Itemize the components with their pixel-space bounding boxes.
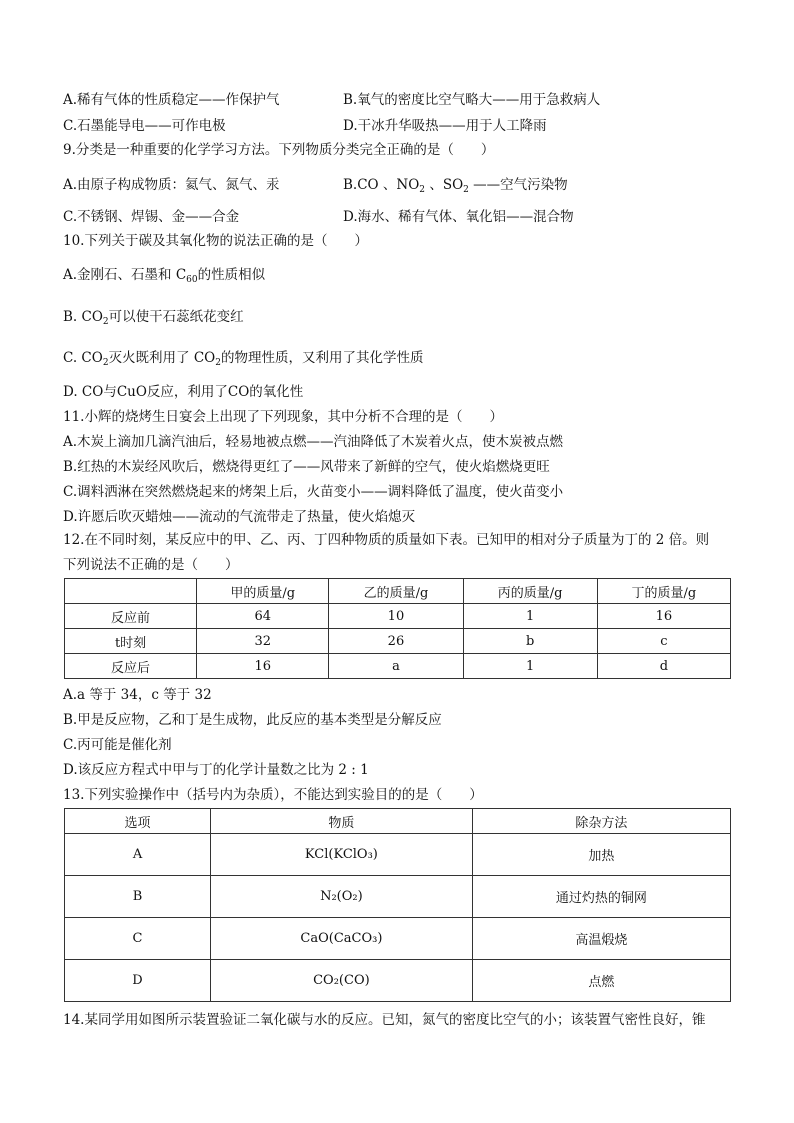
q12-mass-table xyxy=(64,578,731,679)
table-cell: N₂(O₂) xyxy=(211,876,473,918)
table-cell: 16 xyxy=(597,604,730,629)
q9-option-d: D.海水、稀有气体、氧化铝——混合物 xyxy=(343,209,574,225)
table-header-cell: 丙的质量/g xyxy=(463,579,597,604)
q12-option-a: A.a 等于 34，c 等于 32 xyxy=(63,687,212,703)
q11-option-a: A.木炭上滴加几滴汽油后，轻易地被点燃——汽油降低了木炭着火点，使木炭被点燃 xyxy=(63,434,564,450)
table-cell: C xyxy=(65,918,211,960)
table-cell: 26 xyxy=(329,629,463,654)
table-cell: c xyxy=(597,629,730,654)
table-cell: B xyxy=(65,876,211,918)
table-cell: 通过灼热的铜网 xyxy=(472,876,730,918)
q8-option-a: A.稀有气体的性质稳定——作保护气 xyxy=(63,92,280,108)
q12-stem-line2: 下列说法不正确的是（ ） xyxy=(63,557,239,573)
q14-stem: 14.某同学用如图所示装置验证二氧化碳与水的反应。已知，氮气的密度比空气的小；该装置气密性良好，锥 xyxy=(63,1012,706,1028)
table-row xyxy=(65,960,731,1002)
table-header-cell: 选项 xyxy=(65,809,211,834)
table-cell: 加热 xyxy=(472,834,730,876)
table-cell: D xyxy=(65,960,211,1002)
table-header-cell: 甲的质量/g xyxy=(197,579,329,604)
table-cell: 点燃 xyxy=(472,960,730,1002)
table-header-row xyxy=(65,809,731,834)
table-cell: 反应后 xyxy=(65,654,197,679)
table-cell: 10 xyxy=(329,604,463,629)
table-row xyxy=(65,918,731,960)
table-cell: 高温煅烧 xyxy=(472,918,730,960)
table-cell: 1 xyxy=(463,654,597,679)
q9-option-a: A.由原子构成物质：氦气、氮气、汞 xyxy=(63,177,280,193)
table-header-cell: 除杂方法 xyxy=(472,809,730,834)
q9-option-c: C.不锈钢、焊锡、金——合金 xyxy=(63,209,240,225)
table-row xyxy=(65,876,731,918)
table-cell: b xyxy=(463,629,597,654)
q11-option-d: D.许愿后吹灭蜡烛——流动的气流带走了热量，使火焰熄灭 xyxy=(63,509,416,525)
q9-option-b: B.CO 、$NO_2$ 、$SO_2$ ——空气污染物 xyxy=(343,177,568,195)
q12-stem-line1: 12.在不同时刻，某反应中的甲、乙、丙、丁四种物质的质量如下表。已知甲的相对分子质量为丁的 2 倍。则 xyxy=(63,532,710,548)
table-cell: 16 xyxy=(197,654,329,679)
table-row xyxy=(65,604,731,629)
q8-option-d: D.干冰升华吸热——用于人工降雨 xyxy=(343,118,547,134)
q12-option-d: D.该反应方程式中甲与丁的化学计量数之比为 2 : 1 xyxy=(63,762,369,778)
table-cell: KCl(KClO₃) xyxy=(211,834,473,876)
table-cell: a xyxy=(329,654,463,679)
q10-option-b: B. $CO_2$可以使干石蕊纸花变红 xyxy=(63,309,244,327)
table-cell: 32 xyxy=(197,629,329,654)
table-cell: d xyxy=(597,654,730,679)
q10-option-d: D. CO与CuO反应，利用了CO的氧化性 xyxy=(63,384,304,400)
table-header-cell xyxy=(65,579,197,604)
table-cell: 64 xyxy=(197,604,329,629)
q13-stem: 13.下列实验操作中（括号内为杂质），不能达到实验目的的是（ ） xyxy=(63,787,483,803)
q11-stem: 11.小辉的烧烤生日宴会上出现了下列现象，其中分析不合理的是（ ） xyxy=(63,409,503,425)
q10-option-c: C. $CO_2$灭火既利用了 $CO_2$的物理性质，又利用了其化学性质 xyxy=(63,350,424,368)
table-cell: A xyxy=(65,834,211,876)
q9-stem: 9.分类是一种重要的化学学习方法。下列物质分类完全正确的是（ ） xyxy=(63,142,495,158)
table-cell: 反应前 xyxy=(65,604,197,629)
q8-option-b: B.氧气的密度比空气略大——用于急救病人 xyxy=(343,92,601,108)
table-row xyxy=(65,629,731,654)
table-row xyxy=(65,834,731,876)
table-header-row xyxy=(65,579,731,604)
table-cell: 1 xyxy=(463,604,597,629)
q12-option-c: C.丙可能是催化剂 xyxy=(63,737,172,753)
table-header-cell: 物质 xyxy=(211,809,473,834)
q13-impurity-table xyxy=(64,808,731,1002)
table-cell: CaO(CaCO₃) xyxy=(211,918,473,960)
table-header-cell: 丁的质量/g xyxy=(597,579,730,604)
q10-option-a: A.金刚石、石墨和 $C_{60}$的性质相似 xyxy=(63,267,266,285)
q10-stem: 10.下列关于碳及其氧化物的说法正确的是（ ） xyxy=(63,233,368,249)
q12-option-b: B.甲是反应物，乙和丁是生成物，此反应的基本类型是分解反应 xyxy=(63,712,442,728)
q11-option-c: C.调料洒淋在突然燃烧起来的烤架上后，火苗变小——调料降低了温度，使火苗变小 xyxy=(63,484,564,500)
q11-option-b: B.红热的木炭经风吹后，燃烧得更红了——风带来了新鲜的空气，使火焰燃烧更旺 xyxy=(63,459,550,475)
q8-option-c: C.石墨能导电——可作电极 xyxy=(63,118,226,134)
table-header-cell: 乙的质量/g xyxy=(329,579,463,604)
table-cell: CO₂(CO) xyxy=(211,960,473,1002)
table-cell: t时刻 xyxy=(65,629,197,654)
table-row xyxy=(65,654,731,679)
